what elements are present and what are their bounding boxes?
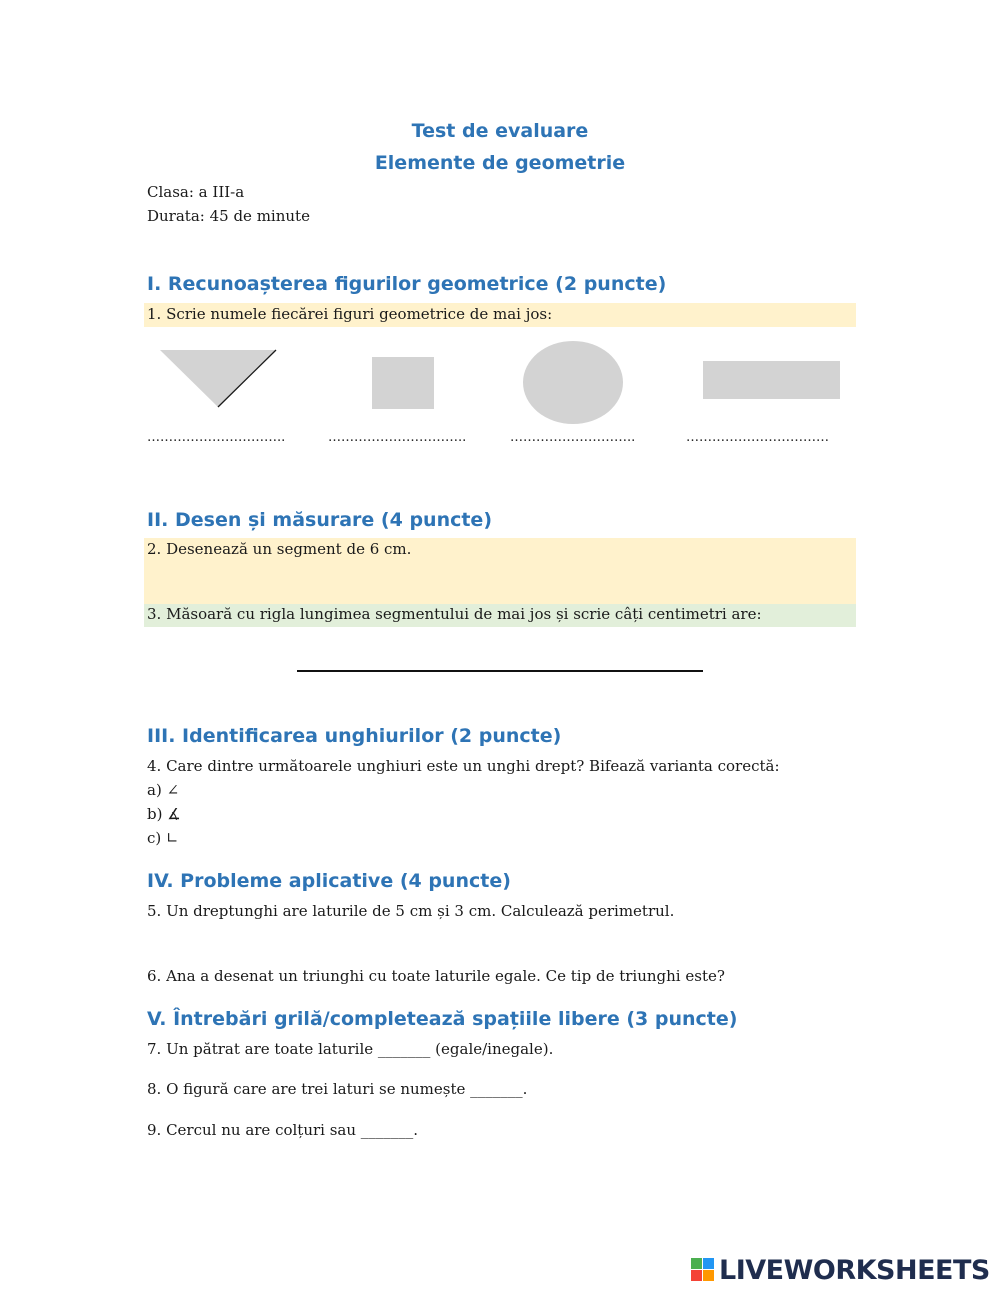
section-1-heading: I. Recunoașterea figurilor geometrice (2 puncte) — [147, 273, 667, 295]
question-9-text: 9. Cercul nu are colțuri sau _______. — [147, 1121, 419, 1139]
option-c[interactable]: c) ∟ — [147, 829, 179, 847]
section-4-heading: IV. Probleme aplicative (4 puncte) — [147, 870, 511, 892]
circle-shape — [523, 341, 623, 424]
square-shape — [372, 357, 434, 409]
answer-blank-2[interactable]: ………………………….. — [328, 430, 467, 445]
answer-blank-3[interactable]: ……………………….. — [510, 430, 636, 445]
measure-segment — [297, 670, 703, 672]
section-2-heading: II. Desen și măsurare (4 puncte) — [147, 509, 493, 531]
question-6-text: 6. Ana a desenat un triunghi cu toate laturile egale. Ce tip de triunghi este? — [147, 967, 725, 985]
question-8-text: 8. O figură care are trei laturi se numește _______. — [147, 1080, 528, 1098]
question-5-text: 5. Un dreptunghi are laturile de 5 cm și 3 cm. Calculează perimetrul. — [147, 902, 675, 920]
liveworksheets-logo-icon — [690, 1257, 716, 1283]
answer-blank-4[interactable]: …………………………… — [686, 430, 829, 445]
rectangle-shape — [703, 361, 840, 399]
option-b[interactable]: b) ∡ — [147, 805, 181, 823]
section-3-heading: III. Identificarea unghiurilor (2 puncte) — [147, 725, 562, 747]
liveworksheets-logo-text: LIVEWORKSHEETS — [719, 1254, 990, 1286]
question-3-text: 3. Măsoară cu rigla lungimea segmentului de mai jos și scrie câți centimetri are: — [147, 605, 762, 623]
class-label: Clasa: a III-a — [147, 183, 245, 201]
document-subtitle: Elemente de geometrie — [374, 152, 626, 174]
question-7-text: 7. Un pătrat are toate laturile _______ (egale/inegale). — [147, 1040, 554, 1058]
question-1-text: 1. Scrie numele fiecărei figuri geometrice de mai jos: — [147, 305, 553, 323]
liveworksheets-logo — [690, 1253, 990, 1287]
section-5-heading: V. Întrebări grilă/completează spațiile libere (3 puncte) — [147, 1008, 738, 1030]
question-4-text: 4. Care dintre următoarele unghiuri este un unghi drept? Bifează varianta corectă: — [147, 757, 780, 775]
question-2-text: 2. Desenează un segment de 6 cm. — [147, 540, 412, 558]
answer-blank-1[interactable]: ………………………….. — [147, 430, 286, 445]
document-title: Test de evaluare — [411, 120, 589, 142]
triangle-shape — [158, 348, 280, 410]
duration-label: Durata: 45 de minute — [147, 207, 310, 225]
option-a[interactable]: a) ∠ — [147, 781, 180, 799]
